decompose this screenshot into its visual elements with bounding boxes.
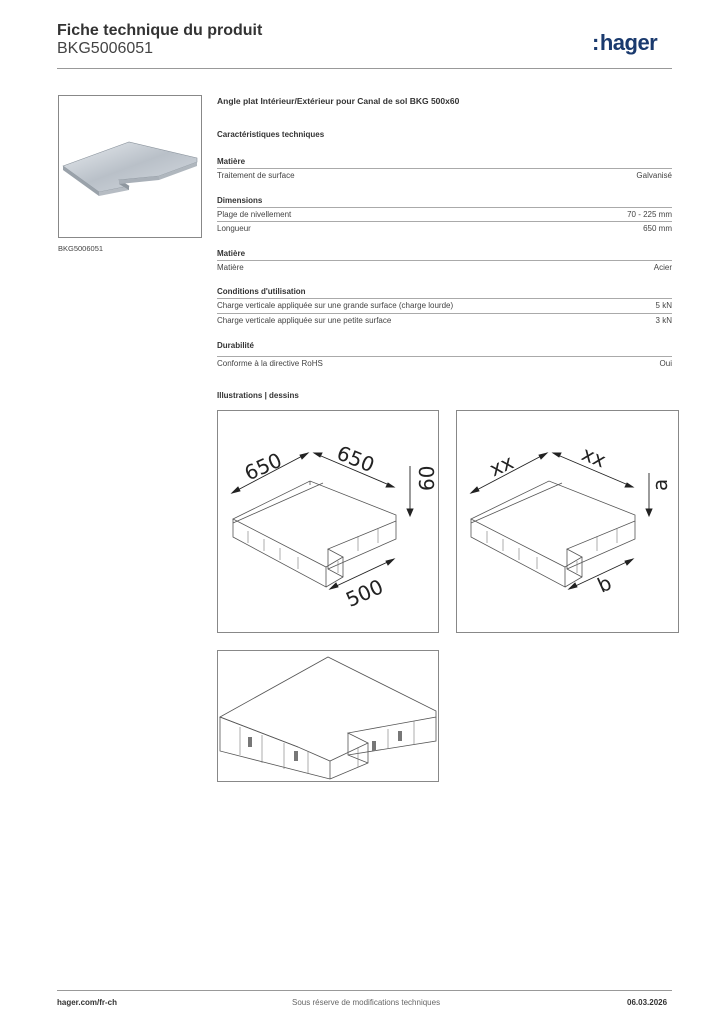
dim-label: xx — [485, 449, 518, 482]
specs-heading: Caractéristiques techniques — [217, 130, 325, 139]
dim-label: xx — [578, 441, 610, 473]
hager-logo: :hager — [592, 30, 658, 55]
spec-label: Matière — [217, 263, 244, 272]
spec-row — [217, 168, 672, 182]
spec-label: Charge verticale appliquée sur une grande surface (charge lourde) — [217, 301, 454, 310]
spec-label: Conforme à la directive RoHS — [217, 359, 323, 368]
dimension-drawing-2 — [456, 410, 679, 633]
spec-value: 3 kN — [655, 316, 672, 325]
header-divider — [57, 68, 672, 69]
spec-label: Traitement de surface — [217, 171, 295, 180]
dim-label: b — [593, 570, 616, 598]
photo-caption: BKG5006051 — [58, 244, 104, 253]
spec-row — [217, 313, 672, 327]
spec-value: 70 - 225 mm — [627, 210, 672, 219]
spec-label: Charge verticale appliquée sur une petite surface — [217, 316, 392, 325]
section-title: Matière — [217, 249, 246, 258]
product-photo — [58, 95, 202, 238]
dim-label: 650 — [333, 440, 378, 478]
section-title: Durabilité — [217, 341, 254, 350]
spec-row — [217, 298, 672, 312]
dimension-drawing-1 — [217, 410, 439, 633]
section-title: Matière — [217, 157, 246, 166]
dim-label: 500 — [342, 574, 387, 612]
spec-value: 650 mm — [643, 224, 672, 233]
footer-website-link[interactable]: hager.com/fr-ch — [57, 998, 118, 1007]
dim-label: a — [648, 478, 672, 491]
page-title: Fiche technique du produit — [57, 22, 263, 39]
isometric-drawing — [217, 650, 439, 782]
dim-label: 60 — [415, 465, 438, 491]
spec-row — [217, 356, 672, 370]
footer-date: 06.03.2026 — [627, 998, 668, 1007]
spec-label: Plage de nivellement — [217, 210, 292, 219]
spec-row — [217, 221, 672, 235]
spec-value: Oui — [659, 359, 672, 368]
footer-divider — [57, 990, 672, 991]
spec-value: Acier — [653, 263, 672, 272]
spec-row — [217, 260, 672, 274]
illustrations-heading: Illustrations | dessins — [217, 391, 299, 400]
spec-label: Longueur — [217, 224, 251, 233]
spec-row — [217, 207, 672, 221]
dim-label: 650 — [240, 447, 286, 486]
spec-value: Galvanisé — [636, 171, 672, 180]
section-title: Conditions d'utilisation — [217, 287, 306, 296]
section-title: Dimensions — [217, 196, 263, 205]
product-reference: BKG5006051 — [57, 40, 154, 57]
footer-notice: Sous réserve de modifications techniques — [292, 998, 441, 1007]
product-name: Angle plat Intérieur/Extérieur pour Canal de sol BKG 500x60 — [217, 96, 460, 106]
spec-value: 5 kN — [655, 301, 672, 310]
